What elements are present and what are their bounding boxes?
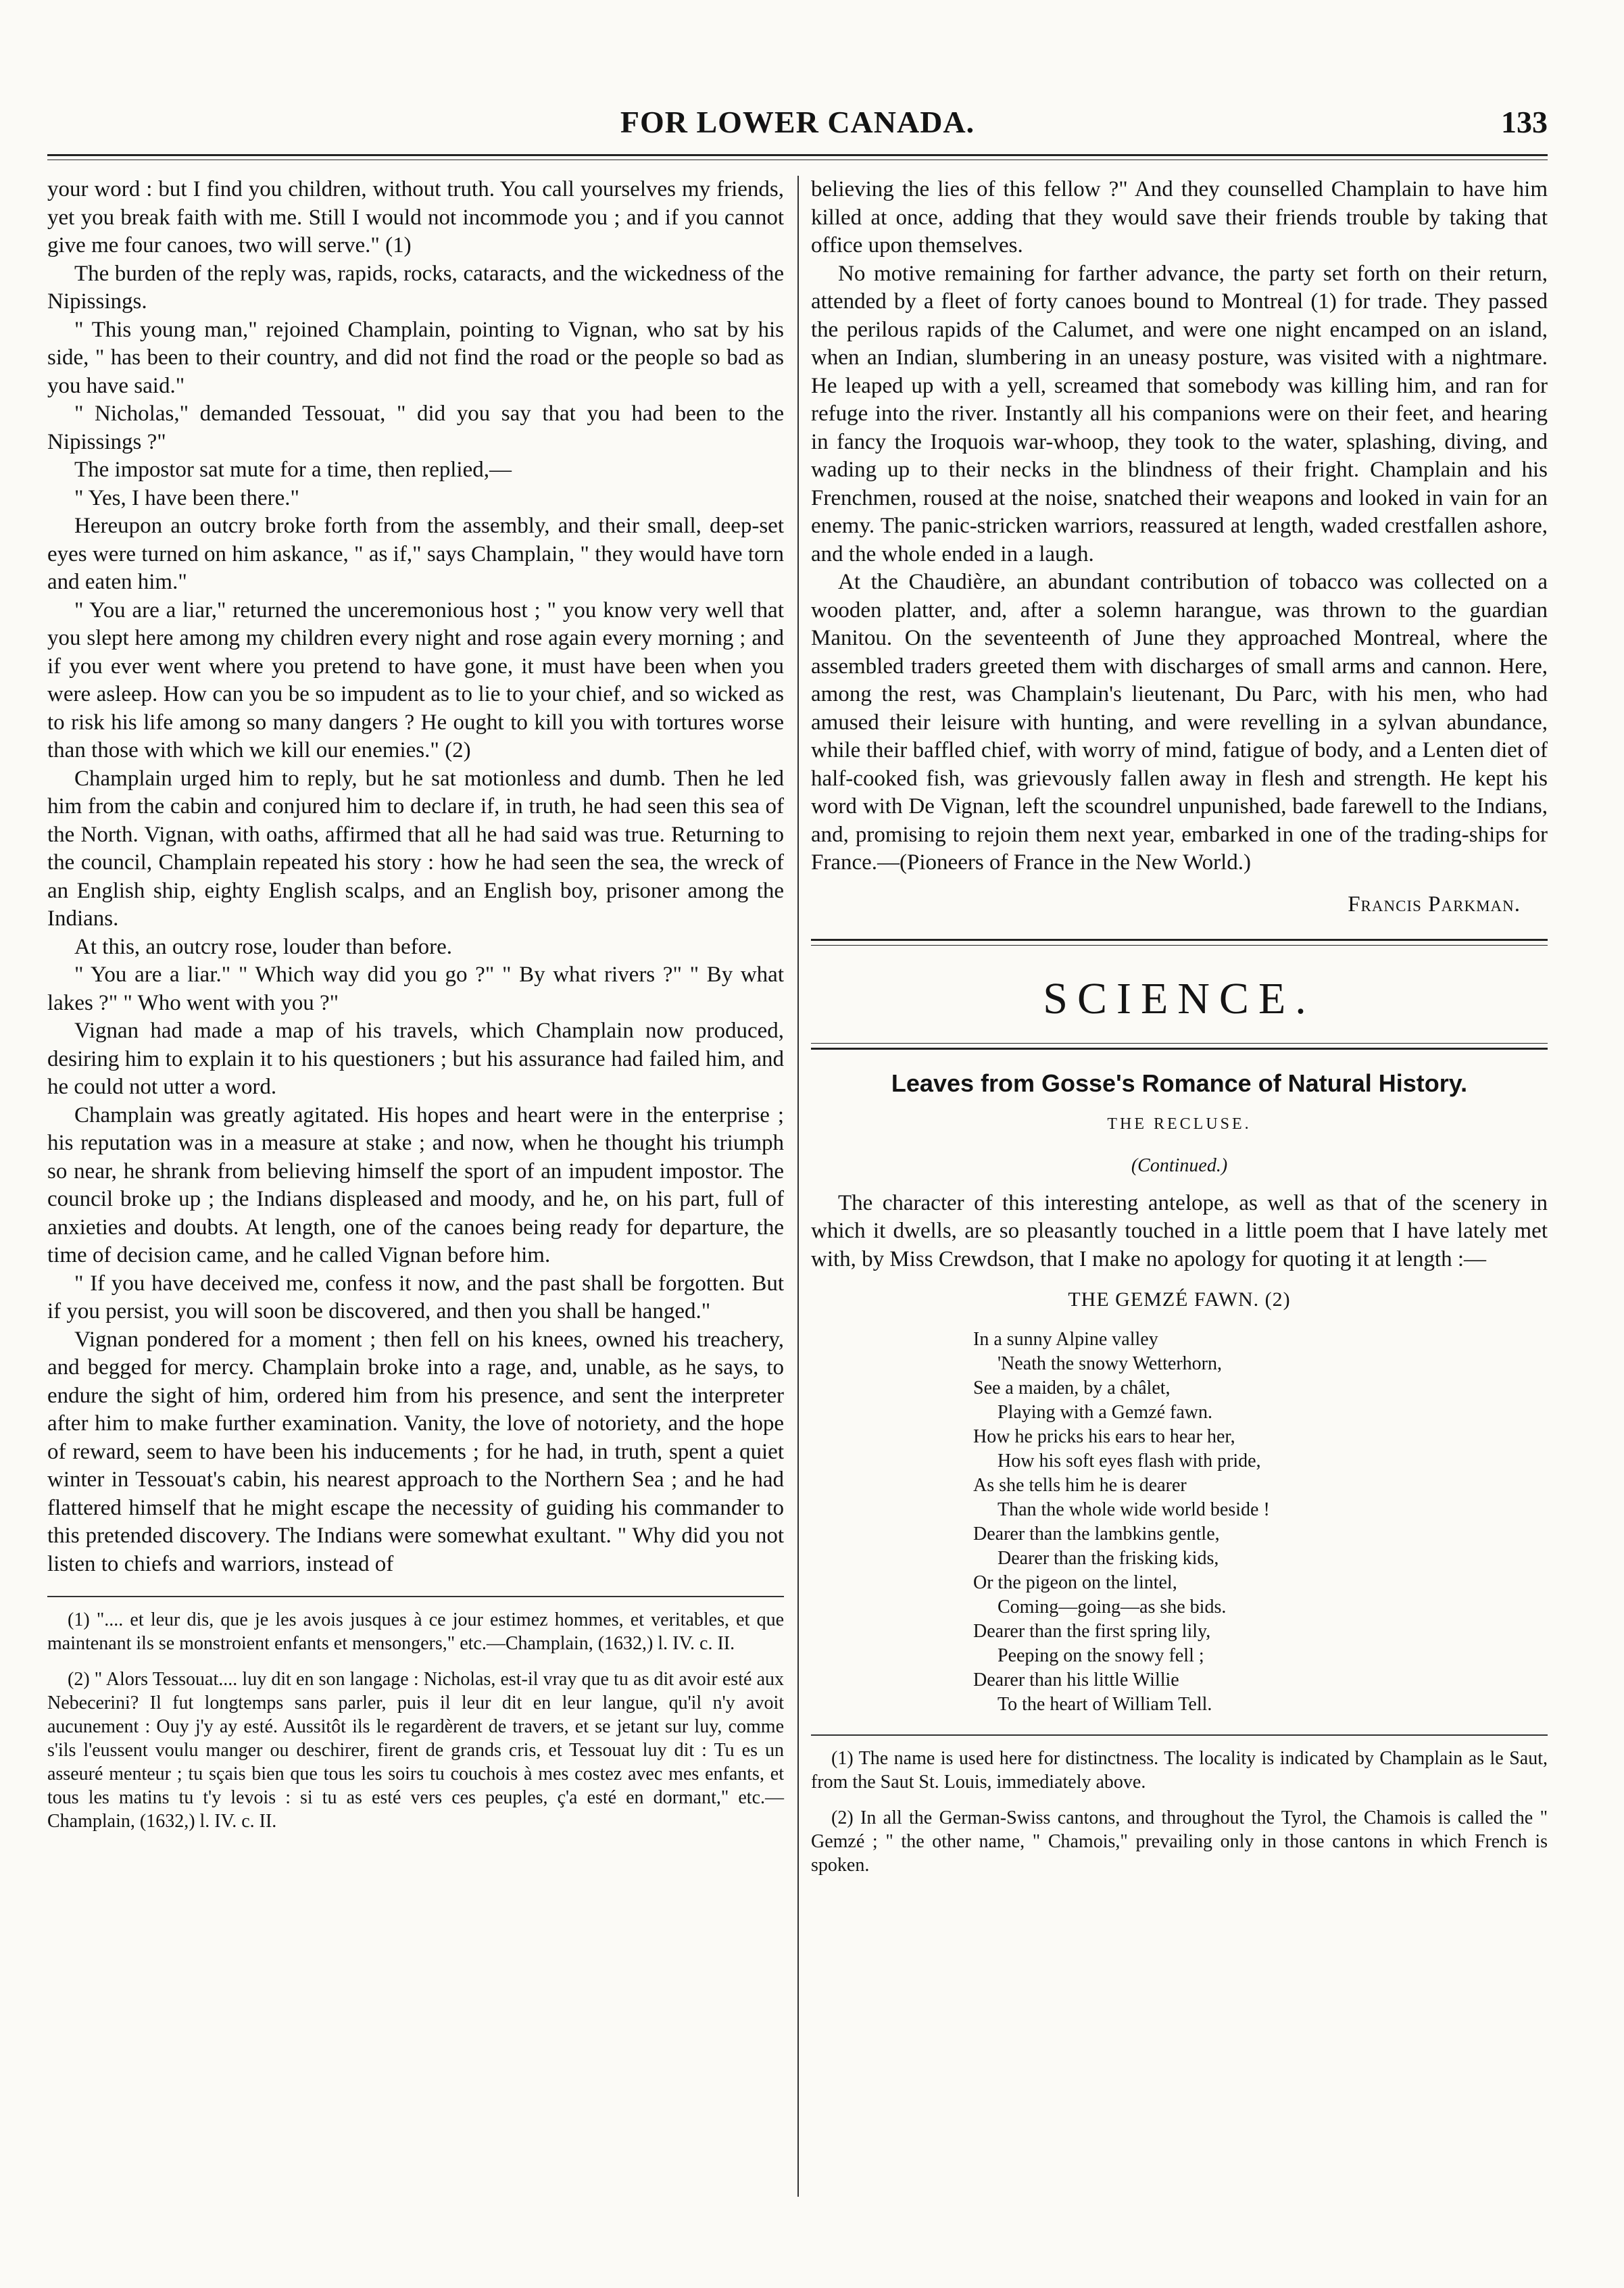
- running-title: FOR LOWER CANADA.: [620, 105, 975, 139]
- continued-note: (Continued.): [1131, 1155, 1228, 1176]
- section-rule: [811, 1048, 1548, 1050]
- poem: [973, 1328, 1548, 1717]
- paragraph: " You are a liar." " Which way did you go ?" " By what rivers ?" " By what lakes ?" " Who went with you ?": [47, 963, 784, 1015]
- article-intro: The character of this interesting antelope, as well as that of the scenery in which it dwells, are so pleasantly touched in a little poem that I have lately met with, by Miss Crewdson, that I make no apology for quoting it at length :—: [811, 1190, 1548, 1271]
- left-column: [47, 176, 784, 2197]
- poem-line: Playing with a Gemzé fawn.: [998, 1401, 1213, 1423]
- poem-line: Or the pigeon on the lintel,: [973, 1572, 1177, 1593]
- right-footnotes: [811, 1734, 1548, 1877]
- paragraph: At this, an outcry rose, louder than before.: [74, 934, 453, 959]
- poem-line: To the heart of William Tell.: [998, 1693, 1212, 1715]
- paragraph: The burden of the reply was, rapids, rocks, cataracts, and the wickedness of the Nipissings.: [47, 261, 784, 314]
- paragraph: " You are a liar," returned the unceremonious host ; " you know very well that you slept here among my children every night and rose again every morning ; and if you ever went where you pretend to have gone, it must have been when you were asleep. How can you be so impudent as to lie to your chief, and so wicked as to risk his life among so many dangers ? He ought to kill you with tortures worse than those with which we kill our enemies." (2): [47, 598, 784, 762]
- paragraph: " If you have deceived me, confess it now, and the past shall be forgotten. But if you persist, you will soon be discovered, and then you shall be hanged.": [47, 1271, 784, 1323]
- right-column: [811, 176, 1548, 2197]
- poem-line: Dearer than the first spring lily,: [973, 1620, 1211, 1642]
- poem-title: THE GEMZÉ FAWN. (2): [1068, 1288, 1291, 1311]
- poem-line: Coming—going—as she bids.: [998, 1596, 1227, 1617]
- page: [47, 101, 1548, 2197]
- poem-line: Dearer than the frisking kids,: [998, 1547, 1219, 1569]
- footnote: (1) The name is used here for distinctness. The locality is indicated by Champlain as le Saut, from the Saut St. Louis, immediately above.: [811, 1747, 1548, 1793]
- poem-line: 'Neath the snowy Wetterhorn,: [998, 1353, 1222, 1374]
- author-signature: Francis Parkman.: [1348, 892, 1521, 917]
- section-title: SCIENCE.: [1043, 974, 1316, 1023]
- paragraph: Champlain urged him to reply, but he sat motionless and dumb. Then he led him from the cabin and conjured him to declare if, in truth, he had seen this sea of the North. Vignan, with oaths, affirmed that all he had said was true. Returning to the council, Champlain repeated his story : how he had seen the sea, the wreck of an English ship, eighty English scalps, and an English boy, prisoner among the Indians.: [47, 766, 784, 931]
- paragraph: The impostor sat mute for a time, then replied,—: [74, 458, 512, 482]
- poem-line: Peeping on the snowy fell ;: [998, 1645, 1204, 1666]
- poem-line: How he pricks his ears to hear her,: [973, 1426, 1235, 1447]
- paragraph: your word : but I find you children, without truth. You call yourselves my friends, yet you break faith with me. Still I would not incommode you ; and if you cannot give me four canoes, two will serve." (1): [47, 177, 784, 258]
- paragraph: Vignan pondered for a moment ; then fell on his knees, owned his treachery, and begged for mercy. Champlain broke into a rage, and, unable, as he says, to endure the sight of him, ordered him from his presence, and sent the interpreter after him to make further examination. Vanity, the love of notoriety, and the hope of reward, seem to have been his inducements ; for he had, in truth, spent a quiet winter in Tessouat's cabin, his nearest approach to the Northern Sea ; and he had flattered himself that he might escape the necessity of guiding his commander to this pretended discovery. The Indians were somewhat exultant. " Why did you not listen to chiefs and warriors, instead of: [47, 1327, 784, 1576]
- poem-line: Dearer than his little Willie: [973, 1669, 1179, 1690]
- paragraph: Vignan had made a map of his travels, which Champlain now produced, desiring him to explain it to his questioners ; but his assurance had failed him, and he could not utter a word.: [47, 1019, 784, 1099]
- paragraph: Hereupon an outcry broke forth from the assembly, and their small, deep-set eyes were turned on him askance, " as if," says Champlain, " they would have torn and eaten him.": [47, 514, 784, 594]
- footnote: (1) ".... et leur dis, que je les avois jusques à ce jour estimez hommes, et veritables, et que maintenant ils se monstroient enfants et mensongers," etc.—Champlain, (1632,) l. IV. c. II.: [47, 1609, 784, 1654]
- header-rule: [47, 154, 1548, 156]
- paragraph: At the Chaudière, an abundant contribution of tobacco was collected on a wooden platter, and, after a solemn harangue, was thrown to the guardian Manitou. On the seventeenth of June they approached Montreal, where the assembled traders greeted them with discharges of small arms and cannon. Here, among the rest, was Champlain's lieutenant, Du Parc, with his men, who had amused their leisure with hunting, and were revelling in a sylvan abundance, while their baffled chief, with worry of mind, fatigue of body, and a Lenten diet of half-cooked fish, was grievously fallen away in flesh and strength. He kept his word with De Vignan, left the scoundrel unpunished, bade farewell to the Indians, and, promising to rejoin them next year, embarked in one of the trading-ships for France.—(Pioneers of France in the New World.): [811, 570, 1548, 875]
- poem-line: Dearer than the lambkins gentle,: [973, 1523, 1220, 1544]
- poem-line: How his soft eyes flash with pride,: [998, 1450, 1261, 1471]
- footnote: (2) " Alors Tessouat.... luy dit en son langage : Nicholas, est-il vray que tu as dit avoir esté aux Nebecerini? Il fut longtemps sans parler, puis il leur dit en leur langue, qu'il n'y avoit aucunement : Ouy j'y ay esté. Aussitôt ils le regardèrent de travers, et se jetant sur luy, comme s'ils l'eussent voulu manger ou deschirer, firent de grands cris, et Tessouat luy dit : Tu es un asseuré menteur ; tu sçais bien que tous les soirs tu couchois à mes costez avec mes enfants, et tous les matins tu t'y levois : si tu as esté vers ces peuples, ç'a esté en dormant," etc.— Champlain, (1632,) l. IV. c. II.: [47, 1669, 784, 1832]
- section-rule-thin: [811, 945, 1548, 946]
- page-number: 133: [1501, 105, 1548, 139]
- paragraph: " Yes, I have been there.": [74, 485, 300, 510]
- article-subtitle: THE RECLUSE.: [1107, 1115, 1252, 1133]
- column-divider: [797, 176, 799, 2197]
- left-footnotes: [47, 1596, 784, 1833]
- poem-line: In a sunny Alpine valley: [973, 1328, 1158, 1350]
- paragraph: " Nicholas," demanded Tessouat, " did you say that you had been to the Nipissings ?": [47, 401, 784, 454]
- poem-line: As she tells him he is dearer: [973, 1474, 1187, 1496]
- paragraph: No motive remaining for farther advance, the party set forth on their return, attended by a fleet of forty canoes bound to Montreal (1) for trade. They passed the perilous rapids of the Calumet, and were one night encamped on an island, when an Indian, slumbering in an uneasy posture, was visited with a nightmare. He leaped up with a yell, screamed that somebody was killing him, and ran for refuge into the river. Instantly all his companions were on their feet, and hearing in fancy the Iroquois war-whoop, they took to the water, splashing, diving, and wading up to their necks in the blindness of their fright. Champlain and his Frenchmen, roused at the noise, snatched their weapons and looked in vain for an enemy. The panic-stricken warriors, reassured at length, waded crestfallen ashore, and the whole ended in a laugh.: [811, 261, 1548, 566]
- section-rule: [811, 939, 1548, 941]
- section-rule-thin: [811, 1043, 1548, 1044]
- poem-line: Than the whole wide world beside !: [998, 1499, 1270, 1520]
- footnote: (2) In all the German-Swiss cantons, and throughout the Tyrol, the Chamois is called the " Gemzé ; " the other name, " Chamois," prevailing only in those cantons in which French is spoken.: [811, 1807, 1548, 1876]
- page-header: [47, 101, 1548, 149]
- article-title: Leaves from Gosse's Romance of Natural History.: [891, 1069, 1468, 1097]
- poem-line: See a maiden, by a châlet,: [973, 1377, 1171, 1398]
- paragraph: " This young man," rejoined Champlain, pointing to Vignan, who sat by his side, " has been to their country, and did not find the road or the people so bad as you have said.": [47, 317, 784, 398]
- paragraph: believing the lies of this fellow ?" And they counselled Champlain to have him killed at once, adding that they would save their friends trouble by taking that office upon themselves.: [811, 177, 1548, 258]
- paragraph: Champlain was greatly agitated. His hopes and heart were in the enterprise ; his reputation was in a measure at stake ; and now, when he thought his triumph so near, he shrank from believing himself the sport of an impudent impostor. The council broke up ; the Indians displeased and moody, and he, on his part, full of anxieties and doubts. At length, one of the canoes being ready for departure, the time of decision came, and he called Vignan before him.: [47, 1102, 784, 1267]
